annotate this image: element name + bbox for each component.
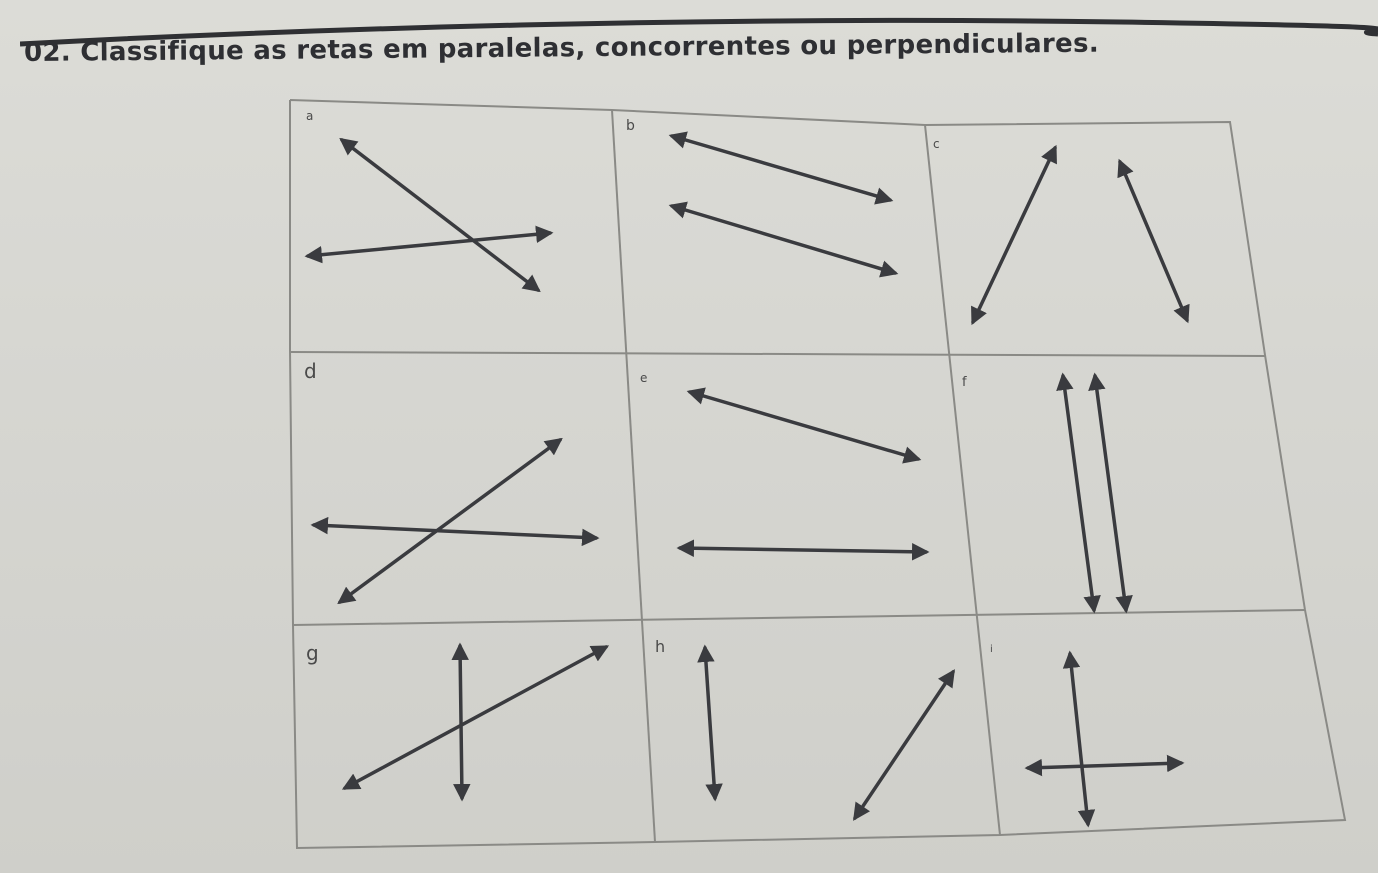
line-a-2	[308, 233, 550, 256]
cell-label-d: d	[304, 359, 317, 383]
cell-label-a: a	[306, 109, 314, 123]
line-i-2	[1028, 763, 1181, 768]
line-c-2	[1120, 162, 1187, 320]
line-f-2	[1095, 376, 1126, 610]
grid-outer-border	[290, 100, 1345, 848]
line-h-1	[705, 648, 715, 798]
line-f-1	[1063, 376, 1094, 610]
cell-label-e: e	[640, 371, 648, 385]
question-number: 02.	[23, 37, 72, 68]
grid-col-divider-1	[612, 110, 655, 842]
line-g-2	[345, 647, 606, 788]
question-instruction: Classifique as retas em paralelas, concorrentes ou perpendiculares.	[80, 28, 1100, 68]
line-a-1	[342, 140, 538, 290]
line-b-2	[672, 206, 895, 273]
cell-lines	[308, 136, 1187, 824]
grid-row-divider-1	[290, 352, 1265, 356]
line-d-2	[314, 525, 596, 538]
cell-label-b: b	[626, 118, 635, 134]
cell-label-g: g	[306, 641, 319, 665]
cell-label-c: c	[933, 137, 940, 151]
line-e-1	[690, 392, 918, 459]
line-i-1	[1070, 654, 1088, 824]
line-g-1	[460, 646, 462, 798]
cell-label-h: h	[655, 637, 666, 656]
line-b-1	[672, 136, 890, 200]
grid-col-divider-2	[925, 125, 1000, 835]
line-e-2	[680, 548, 926, 552]
grid-row-divider-2	[293, 610, 1305, 625]
cell-label-i: i	[990, 644, 993, 655]
line-d-1	[340, 440, 560, 602]
grid-lines	[290, 100, 1345, 848]
line-h-2	[855, 672, 953, 818]
cell-label-f: f	[962, 375, 967, 390]
line-c-1	[973, 148, 1055, 322]
